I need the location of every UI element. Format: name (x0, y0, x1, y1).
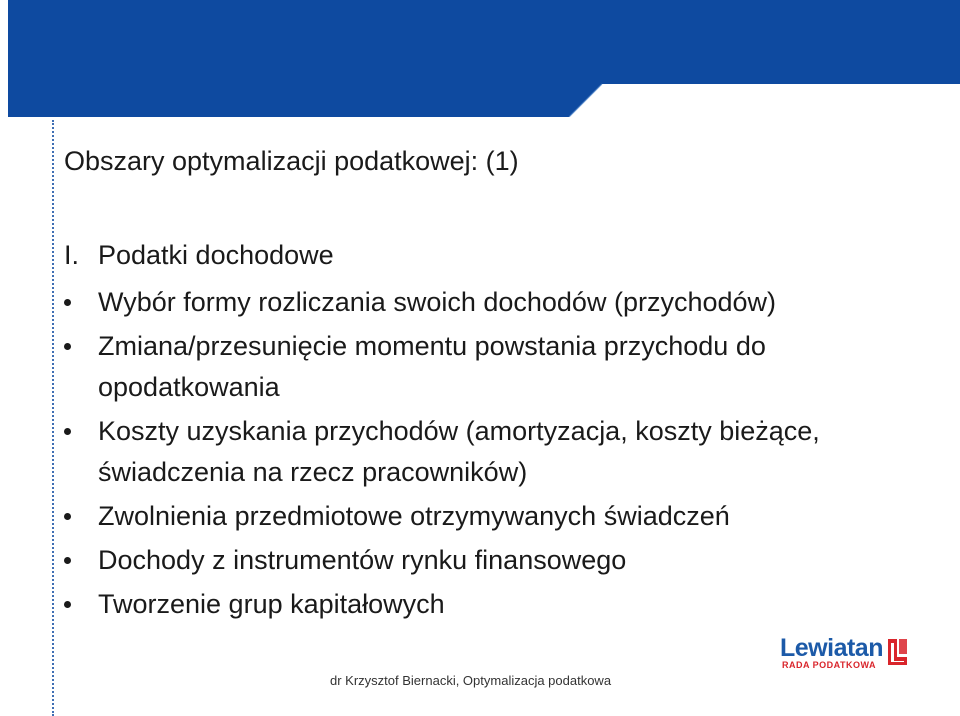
section-heading (64, 240, 334, 271)
bullet-icon (64, 299, 71, 306)
logo-subtitle: RADA PODATKOWA (782, 660, 876, 670)
footer-author: dr Krzysztof Biernacki, Optymalizacja podatkowa (330, 673, 612, 688)
lewiatan-logo (780, 634, 912, 670)
section-number: I. (64, 240, 80, 270)
list-item-text: Zmiana/przesunięcie momentu powstania przychodu do opodatkowania (98, 331, 766, 402)
bullet-icon (64, 428, 71, 435)
bullet-icon (64, 601, 71, 608)
bullet-icon (64, 557, 71, 564)
list-item (64, 540, 934, 581)
logo-name: Lewiatan (780, 634, 883, 662)
list-item (64, 411, 934, 493)
slide-title: Obszary optymalizacji podatkowej: (1) (64, 146, 519, 176)
list-item (64, 496, 934, 537)
list-item (64, 326, 934, 408)
list-item (64, 584, 934, 625)
header-shape (8, 0, 960, 117)
list-item-text: Dochody z instrumentów rynku finansowego (98, 545, 627, 575)
bullet-list (64, 282, 934, 628)
logo-mark-icon (885, 637, 911, 669)
list-item-text: Zwolnienia przedmiotowe otrzymywanych świadczeń (98, 501, 730, 531)
section-heading-text: Podatki dochodowe (98, 240, 334, 270)
list-item (64, 282, 934, 323)
list-item-text: Wybór formy rozliczania swoich dochodów (przychodów) (98, 287, 777, 317)
bullet-icon (64, 343, 71, 350)
list-item-text: Koszty uzyskania przychodów (amortyzacja, koszty bieżące, świadczenia na rzecz pracowników) (98, 416, 820, 487)
header-band (8, 0, 960, 117)
list-item-text: Tworzenie grup kapitałowych (98, 589, 445, 619)
bullet-icon (64, 513, 71, 520)
left-dotted-divider (52, 120, 54, 716)
